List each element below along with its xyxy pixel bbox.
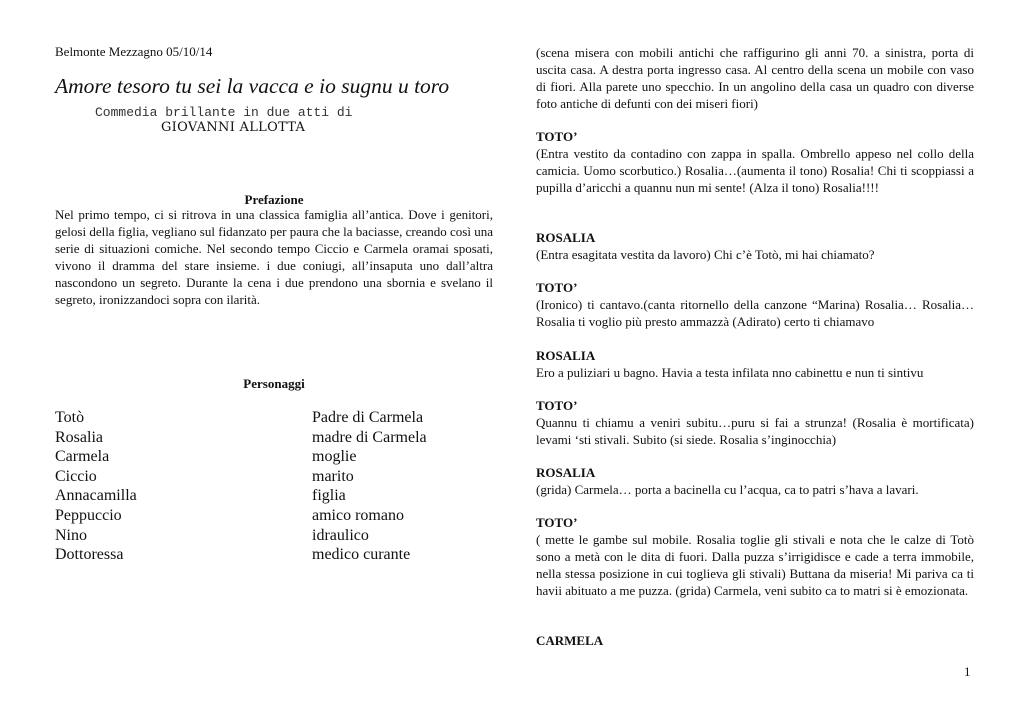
dialogue-text: ( mette le gambe sul mobile. Rosalia toglie gli stivali e nota che le calze di Totò sono a metà con le dita di fuori. Dalla puzza s’irrigidisce e cade a terra immobile, nella stessa posizione in cui toglieva gli stivali) Buttana da miseria! Mi pariva ca ti havii abituato a me puzza. (grida) Carmela, veni subito ca to matri si è emozionata. [536,532,974,598]
character-role: medico curante [312,546,411,564]
character-row [55,467,493,487]
character-row [55,545,493,565]
dialogue-text: (Ironico) ti cantavo.(canta ritornello della canzone “Marina) Rosalia… Rosalia…Rosalia ti voglio più presto ammazzà (Adirato) certo ti chiamavo [536,297,974,329]
character-row [55,506,493,526]
preface-text: Nel primo tempo, ci si ritrova in una classica famiglia all’antica. Dove i genitori, gelosi della figlia, vegliano sul fidanzato per paura che la baciasse, creando così una serie di situazioni comiche. Nel secondo tempo Ciccio e Carmela oramai sposati, vivono il dramma del stare insieme. i due coniugi, all’insaputa uno dall’altra nascondono un segreto. Durante la cena i due prendono una sbornia e svelano il segreto, ironizzandoci sopra con ilarità. [55,207,493,307]
dialogue-block [536,128,974,196]
scene-description: (scena misera con mobili antichi che raffigurino gli anni 70. a sinistra, porta di uscita casa. A destra porta ingresso casa. Al centro della scena un mobile con vaso di fiori. Alla parete uno specchio. In un angolino della casa un quadro con diverse foto antiche di defunti con dei miseri fiori) [536,45,974,111]
character-name: Totò [55,409,85,426]
characters-title: Personaggi [243,376,305,391]
dialogue-block [536,397,974,448]
speaker-name: TOTO’ [536,129,578,144]
dialogue-block [536,464,974,498]
character-role: idraulico [312,526,369,544]
play-subtitle: Commedia brillante in due atti di [95,105,353,120]
dialogue-text: Ero a puliziari u bagno. Havia a testa infilata nno cabinettu e nun ti sintivu [536,365,924,380]
speaker-name: TOTO’ [536,398,578,413]
character-name: Nino [55,526,87,544]
character-name: Carmela [55,448,110,466]
page-number: 1 [964,664,971,679]
speaker-name: ROSALIA [536,230,596,245]
character-role: marito [312,467,354,485]
character-row [55,447,493,467]
dialogue-block [536,514,974,599]
speaker-name: TOTO’ [536,280,578,295]
place-date: Belmonte Mezzagno 05/10/14 [55,44,213,59]
character-row [55,526,493,546]
character-role: figlia [312,487,346,505]
character-name: Annacamilla [55,487,137,505]
dialogue-text: (Entra esagitata vestita da lavoro) Chi c’è Totò, mi hai chiamato? [536,247,875,262]
character-role: Padre di Carmela [312,409,424,426]
character-name: Peppuccio [55,506,122,524]
speaker-name: ROSALIA [536,465,596,480]
character-role: amico romano [312,506,404,524]
speaker-name: CARMELA [536,633,604,648]
dialogue-block [536,279,974,330]
character-name: Rosalia [55,428,103,446]
author-name: GIOVANNI ALLOTTA [161,120,306,135]
speaker-name: TOTO’ [536,515,578,530]
dialogue-text: Quannu ti chiamu a veniri subitu…puru si fai a strunza! (Rosalia è mortificata) levami ‘sti stivali. Subito (si siede. Rosalia s’inginocchia) [536,415,974,447]
play-title: Amore tesoro tu sei la vacca e io sugnu u toro [55,74,450,98]
dialogue-block [536,347,974,381]
dialogue-text: (grida) Carmela… porta a bacinella cu l’acqua, ca to patri s’hava a lavari. [536,482,919,497]
speaker-name: ROSALIA [536,348,596,363]
character-role: madre di Carmela [312,428,427,446]
character-row [55,408,493,428]
character-role: moglie [312,448,357,466]
character-name: Ciccio [55,467,97,485]
dialogue-block [536,229,974,263]
dialogue-text: (Entra vestito da contadino con zappa in spalla. Ombrello appeso nel collo della camicia. Uomo scorbutico.) Rosalia…(aumenta il tono) Rosalia! Chi ti scoppiassi a pupilla d’aricchi a quannu nun mi sente! (Alza il tono) Rosalia!!!! [536,146,974,195]
dialogue-block [536,632,974,649]
character-row [55,486,493,506]
character-name: Dottoressa [55,546,124,564]
preface-title: Prefazione [244,192,304,207]
character-row [55,428,493,448]
characters-list [55,408,493,565]
